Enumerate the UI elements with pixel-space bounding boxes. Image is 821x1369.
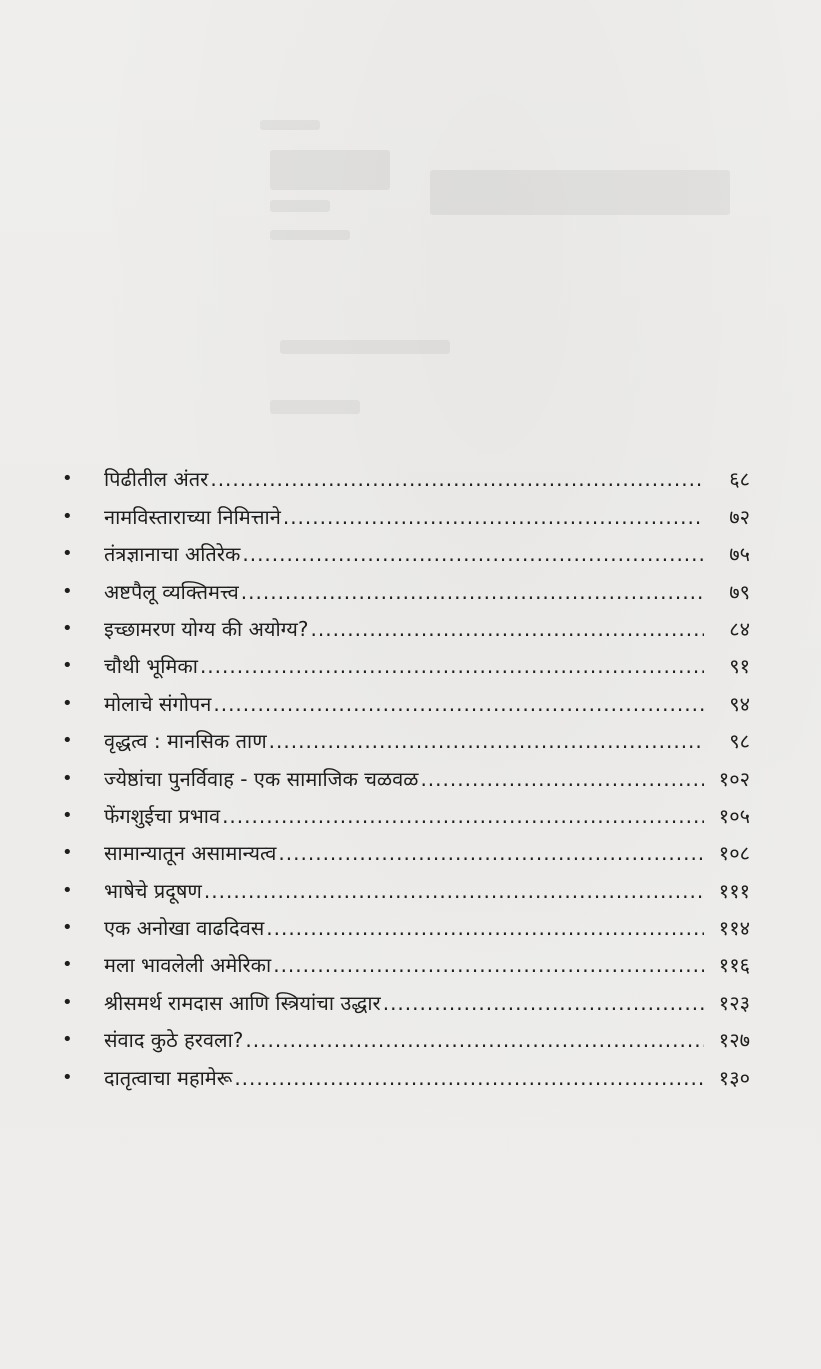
- show-through-marks: [230, 60, 750, 420]
- dot-leader: [234, 1065, 704, 1091]
- toc-entry-page: ८४: [729, 616, 750, 641]
- toc-entry-title: चौथी भूमिका: [104, 654, 198, 679]
- toc-entry-page: ९४: [729, 691, 750, 716]
- bullet-icon: •: [62, 991, 73, 1013]
- bullet-icon: •: [62, 767, 73, 789]
- dot-leader: [241, 579, 704, 605]
- toc-entry-title: फेंगशुईचा प्रभाव: [104, 803, 221, 828]
- dot-leader: [273, 952, 704, 978]
- toc-entry-page: ७५: [729, 542, 750, 567]
- toc-entry[interactable]: [60, 455, 750, 492]
- toc-entry[interactable]: [60, 717, 750, 754]
- bullet-icon: •: [62, 842, 73, 864]
- toc-entry-title: दातृत्वाचा महामेरू: [104, 1065, 233, 1090]
- toc-entry-title: मला भावलेली अमेरिका: [104, 953, 272, 978]
- toc-entry-page: १११: [718, 878, 750, 903]
- table-of-contents: [60, 455, 750, 1091]
- toc-entry-title: मोलाचे संगोपन: [104, 691, 212, 716]
- dot-leader: [311, 616, 705, 642]
- dot-leader: [210, 466, 704, 492]
- toc-entry[interactable]: [60, 605, 750, 642]
- dot-leader: [245, 1027, 704, 1053]
- toc-entry-page: ६८: [729, 467, 750, 492]
- toc-entry-page: १२७: [718, 1028, 750, 1053]
- toc-entry[interactable]: [60, 866, 750, 903]
- toc-entry-page: १३०: [718, 1065, 750, 1090]
- toc-entry[interactable]: [60, 792, 750, 829]
- bullet-icon: •: [62, 1066, 73, 1088]
- toc-entry[interactable]: [60, 829, 750, 866]
- bullet-icon: •: [62, 655, 73, 677]
- toc-entry[interactable]: [60, 941, 750, 978]
- toc-entry-page: ७२: [729, 504, 750, 529]
- toc-entry-title: श्रीसमर्थ रामदास आणि स्त्रियांचा उद्धार: [104, 990, 381, 1015]
- dot-leader: [242, 541, 704, 567]
- toc-entry[interactable]: [60, 754, 750, 791]
- bullet-icon: •: [62, 692, 73, 714]
- toc-entry-title: भाषेचे प्रदूषण: [104, 878, 202, 903]
- toc-entry-page: ९८: [729, 729, 750, 754]
- bullet-icon: •: [62, 505, 73, 527]
- dot-leader: [420, 766, 704, 792]
- toc-entry-page: १०८: [718, 841, 750, 866]
- toc-entry[interactable]: [60, 492, 750, 529]
- bullet-icon: •: [62, 468, 73, 490]
- toc-entry-title: इच्छामरण योग्य की अयोग्य?: [104, 616, 309, 641]
- dot-leader: [213, 691, 704, 717]
- dot-leader: [204, 878, 704, 904]
- toc-entry-page: ११६: [718, 953, 750, 978]
- toc-entry-title: एक अनोखा वाढदिवस: [104, 916, 265, 941]
- bullet-icon: •: [62, 543, 73, 565]
- toc-entry-page: १२३: [718, 990, 750, 1015]
- dot-leader: [200, 653, 704, 679]
- dot-leader: [278, 840, 704, 866]
- toc-entry-title: वृद्धत्व : मानसिक ताण: [104, 729, 267, 754]
- toc-entry-title: तंत्रज्ञानाचा अतिरेक: [104, 542, 241, 567]
- toc-entry[interactable]: [60, 1016, 750, 1053]
- toc-entry-page: ७९: [729, 579, 750, 604]
- bullet-icon: •: [62, 580, 73, 602]
- bullet-icon: •: [62, 730, 73, 752]
- toc-entry-title: पिढीतील अंतर: [104, 467, 209, 492]
- toc-entry-page: १०२: [718, 766, 750, 791]
- toc-entry-page: ११४: [718, 916, 750, 941]
- dot-leader: [222, 803, 704, 829]
- toc-entry-title: अष्टपैलू व्यक्तिमत्त्व: [104, 579, 239, 604]
- toc-entry-title: नामविस्ताराच्या निमित्ताने: [104, 504, 281, 529]
- bullet-icon: •: [62, 954, 73, 976]
- dot-leader: [283, 504, 704, 530]
- bullet-icon: •: [62, 617, 73, 639]
- toc-entry[interactable]: [60, 978, 750, 1015]
- bullet-icon: •: [62, 879, 73, 901]
- toc-entry-title: ज्येष्ठांचा पुनर्विवाह - एक सामाजिक चळवळ: [104, 766, 419, 791]
- toc-entry-page: ९१: [729, 654, 750, 679]
- toc-entry-page: १०५: [718, 803, 750, 828]
- bullet-icon: •: [62, 1029, 73, 1051]
- dot-leader: [269, 728, 704, 754]
- dot-leader: [266, 915, 704, 941]
- toc-entry-title: सामान्यातून असामान्यत्व: [104, 841, 277, 866]
- toc-entry[interactable]: [60, 530, 750, 567]
- toc-entry[interactable]: [60, 1053, 750, 1090]
- toc-entry[interactable]: [60, 679, 750, 716]
- toc-entry-title: संवाद कुठे हरवला?: [104, 1028, 244, 1053]
- toc-entry[interactable]: [60, 904, 750, 941]
- toc-entry[interactable]: [60, 642, 750, 679]
- bullet-icon: •: [62, 917, 73, 939]
- dot-leader: [383, 990, 704, 1016]
- toc-entry[interactable]: [60, 567, 750, 604]
- bullet-icon: •: [62, 804, 73, 826]
